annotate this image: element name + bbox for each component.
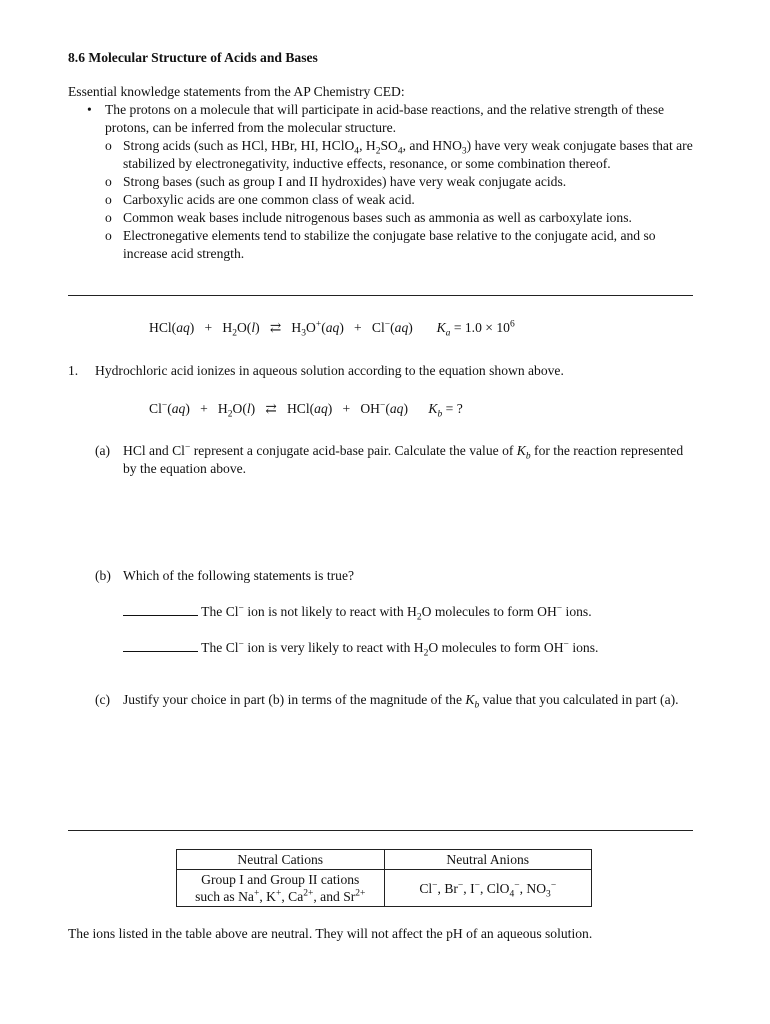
equation-hydrolysis: $Cl^-(aq) + H_2O(l)$ ⇄ HCl(aq) + OH−(aq) $K_b$ = ?	[149, 400, 463, 420]
part-c	[95, 691, 693, 709]
part-c-text: Justify your choice in part (b) in terms of the magnitude of the $K_b$ value that you calculated in part (a).	[123, 692, 679, 711]
answer-blank[interactable]	[123, 602, 198, 616]
table-row	[177, 870, 592, 907]
sub-bullet-item	[105, 209, 693, 227]
divider-top	[68, 295, 693, 296]
neutral-ions-table	[176, 849, 592, 907]
part-a	[95, 442, 693, 478]
knowledge-list	[68, 101, 693, 263]
sub-bullet-text: Electronegative elements tend to stabilize the conjugate base relative to the conjugate acid, and so increase acid strength.	[123, 228, 656, 261]
sub-bullet-item	[105, 191, 693, 209]
sub-bullet-item	[105, 137, 693, 173]
intro-text: Essential knowledge statements from the AP Chemistry CED:	[68, 84, 405, 99]
footer-note: The ions listed in the table above are neutral. They will not affect the pH of an aqueous solution.	[68, 926, 593, 941]
circle-bullet-icon: o	[105, 228, 112, 243]
option-text: The Cl− ion is not likely to react with $H_2O$ molecules to form OH− ions.	[201, 603, 592, 623]
table-header: Neutral Anions	[384, 850, 592, 870]
sub-bullet-item	[105, 173, 693, 191]
part-label: (b)	[95, 568, 111, 583]
answer-blank[interactable]	[123, 638, 198, 652]
part-label: (c)	[95, 692, 111, 707]
divider-bottom	[68, 830, 693, 831]
part-b	[95, 567, 693, 585]
anions-cell: Cl−, Br−, I−, ClO$_4$−, $NO_3^-$	[384, 870, 592, 907]
circle-bullet-icon: o	[105, 138, 112, 153]
question-number: 1.	[68, 363, 79, 378]
option-text: The Cl− ion is very likely to react with $H_2O$ molecules to form OH− ions.	[201, 639, 599, 659]
option-not-likely	[123, 602, 592, 623]
sub-bullet-text: Common weak bases include nitrogenous bases such as ammonia as well as carboxylate ions.	[123, 210, 632, 225]
bullet-main	[68, 101, 693, 263]
option-very-likely	[123, 638, 599, 659]
circle-bullet-icon: o	[105, 192, 112, 207]
table-header-row	[177, 850, 592, 870]
circle-bullet-icon: o	[105, 174, 112, 189]
question-text: Hydrochloric acid ionizes in aqueous solution according to the equation shown above.	[95, 363, 564, 378]
part-label: (a)	[95, 443, 111, 458]
sub-bullet-text: Carboxylic acids are one common class of weak acid.	[123, 192, 415, 207]
sub-bullet-text: Strong bases (such as group I and II hydroxides) have very weak conjugate acids.	[123, 174, 567, 189]
sub-bullet-text: Strong acids (such as HCl, HBr, HI, HClO$_4$, $H_2SO_4$, and $HNO_3$) have very weak conjugate bases that are stabilized by electronegativity, inductive effects, resonance, or some combination thereof.	[123, 138, 693, 171]
sub-bullet-list	[105, 137, 693, 263]
circle-bullet-icon: o	[105, 210, 112, 225]
bullet-icon: •	[87, 102, 92, 117]
section-title: 8.6 Molecular Structure of Acids and Bases	[68, 50, 318, 65]
cations-cell: Group I and Group II cations such as Na+, K+, $Ca^{2+}$, and $Sr^{2+}$	[177, 870, 385, 907]
sub-bullet-item	[105, 227, 693, 263]
equation-ionization: $HCl(aq) + H_2O(l)$ ⇄ $H_3O^+(aq) + Cl^-(aq)$ $K_a = 1.0 \times 10^6$	[149, 319, 515, 339]
bullet-main-text: The protons on a molecule that will participate in acid-base reactions, and the relative strength of these protons, can be inferred from the molecular structure.	[105, 102, 665, 135]
table-header: Neutral Cations	[177, 850, 385, 870]
part-a-text: HCl and Cl− represent a conjugate acid-base pair. Calculate the value of $K_b$ for the reaction represented by the equation above.	[123, 442, 684, 476]
question-1	[68, 362, 564, 380]
part-b-text: Which of the following statements is true?	[123, 568, 355, 583]
